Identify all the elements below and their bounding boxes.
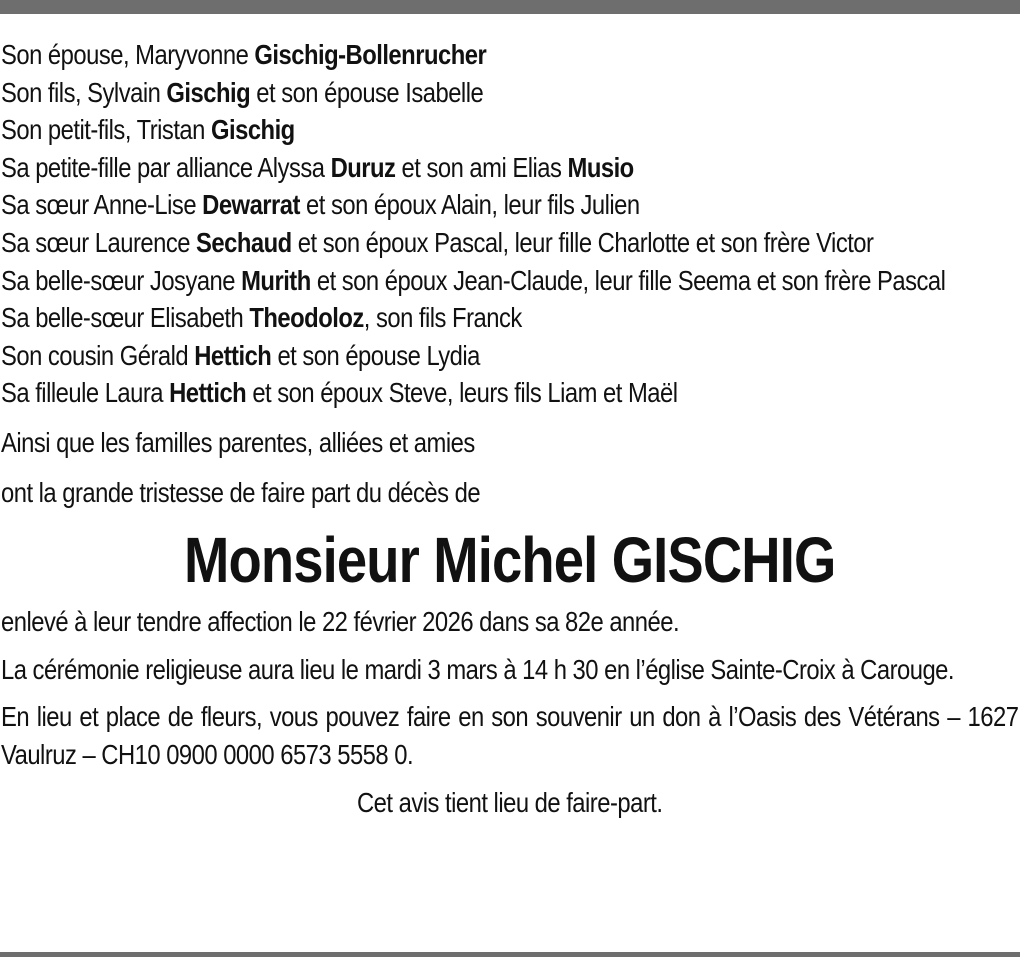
relation-text: et son épouse Lydia <box>271 339 480 371</box>
family-line <box>1 337 1018 375</box>
relation-text: Sa belle-sœur Elisabeth <box>1 302 250 334</box>
surname: Duruz <box>330 151 396 183</box>
bottom-rule <box>0 952 1020 957</box>
closing-line: Cet avis tient lieu de faire-part. <box>357 786 663 818</box>
top-rule <box>0 0 1020 14</box>
family-line <box>1 224 1018 262</box>
family-line <box>1 111 1018 149</box>
surname: Hettich <box>194 339 272 371</box>
donation-paragraph: En lieu et place de fleurs, vous pouvez faire en son souvenir un don à l’Oasis des Vétérans – 1627 Vaulruz – CH10 0900 0000 6573 5558 0. <box>1 701 1019 770</box>
deceased-name: Monsieur Michel GISCHIG <box>183 524 836 597</box>
family-line <box>1 186 1018 224</box>
relation-text: et son époux Jean-Claude, leur fille Seema et son frère Pascal <box>310 264 946 296</box>
spacer <box>1 774 1018 784</box>
relation-text: Sa belle-sœur Josyane <box>1 264 242 296</box>
family-line <box>1 74 1018 112</box>
surname: Gischig <box>166 76 251 108</box>
relation-text: et son époux Steve, leurs fils Liam et Maël <box>246 377 678 409</box>
relation-text: Son épouse, Maryvonne <box>1 39 255 70</box>
relation-text: et son ami Elias <box>395 151 568 183</box>
surname: Gischig <box>210 114 295 146</box>
family-line <box>1 299 1018 337</box>
spacer <box>1 462 1018 474</box>
relation-text: Sa sœur Anne-Lise <box>1 189 203 221</box>
surname: Dewarrat <box>202 189 300 221</box>
relation-text: Son fils, Sylvain <box>1 76 167 108</box>
surname: Theodoloz <box>249 302 364 334</box>
relation-text: et son époux Alain, leur fils Julien <box>299 189 640 221</box>
surname: Musio <box>567 151 634 183</box>
relation-text: Son petit-fils, Tristan <box>1 114 211 146</box>
relation-text: Sa filleule Laura <box>1 377 170 409</box>
spacer <box>1 412 1018 424</box>
announcement-line: ont la grande tristesse de faire part du décès de <box>1 476 481 508</box>
relation-text: , son fils Franck <box>363 302 522 334</box>
ceremony-paragraph: La cérémonie religieuse aura lieu le mardi 3 mars à 14 h 30 en l’église Sainte-Croix à Carouge. <box>1 653 955 685</box>
spacer <box>1 641 1018 651</box>
family-line <box>1 262 1018 300</box>
surname: Sechaud <box>196 226 292 258</box>
also-line: Ainsi que les familles parentes, alliées et amies <box>1 426 475 458</box>
relation-text: Son cousin Gérald <box>1 339 195 371</box>
relation-text: et son épouse Isabelle <box>250 76 484 108</box>
surname: Murith <box>241 264 311 296</box>
relation-text: et son époux Pascal, leur fille Charlotte et son frère Victor <box>291 226 874 258</box>
relation-text: Sa petite-fille par alliance Alyssa <box>1 151 331 183</box>
obituary-notice <box>1 36 1018 821</box>
relation-text: Sa sœur Laurence <box>1 226 197 258</box>
surname: Hettich <box>169 377 247 409</box>
family-line <box>1 36 1018 74</box>
passing-line: enlevé à leur tendre affection le 22 février 2026 dans sa 82e année. <box>1 606 680 638</box>
surname: Gischig-Bollenrucher <box>254 39 487 70</box>
spacer <box>1 688 1018 698</box>
family-line <box>1 374 1018 412</box>
family-line <box>1 149 1018 187</box>
